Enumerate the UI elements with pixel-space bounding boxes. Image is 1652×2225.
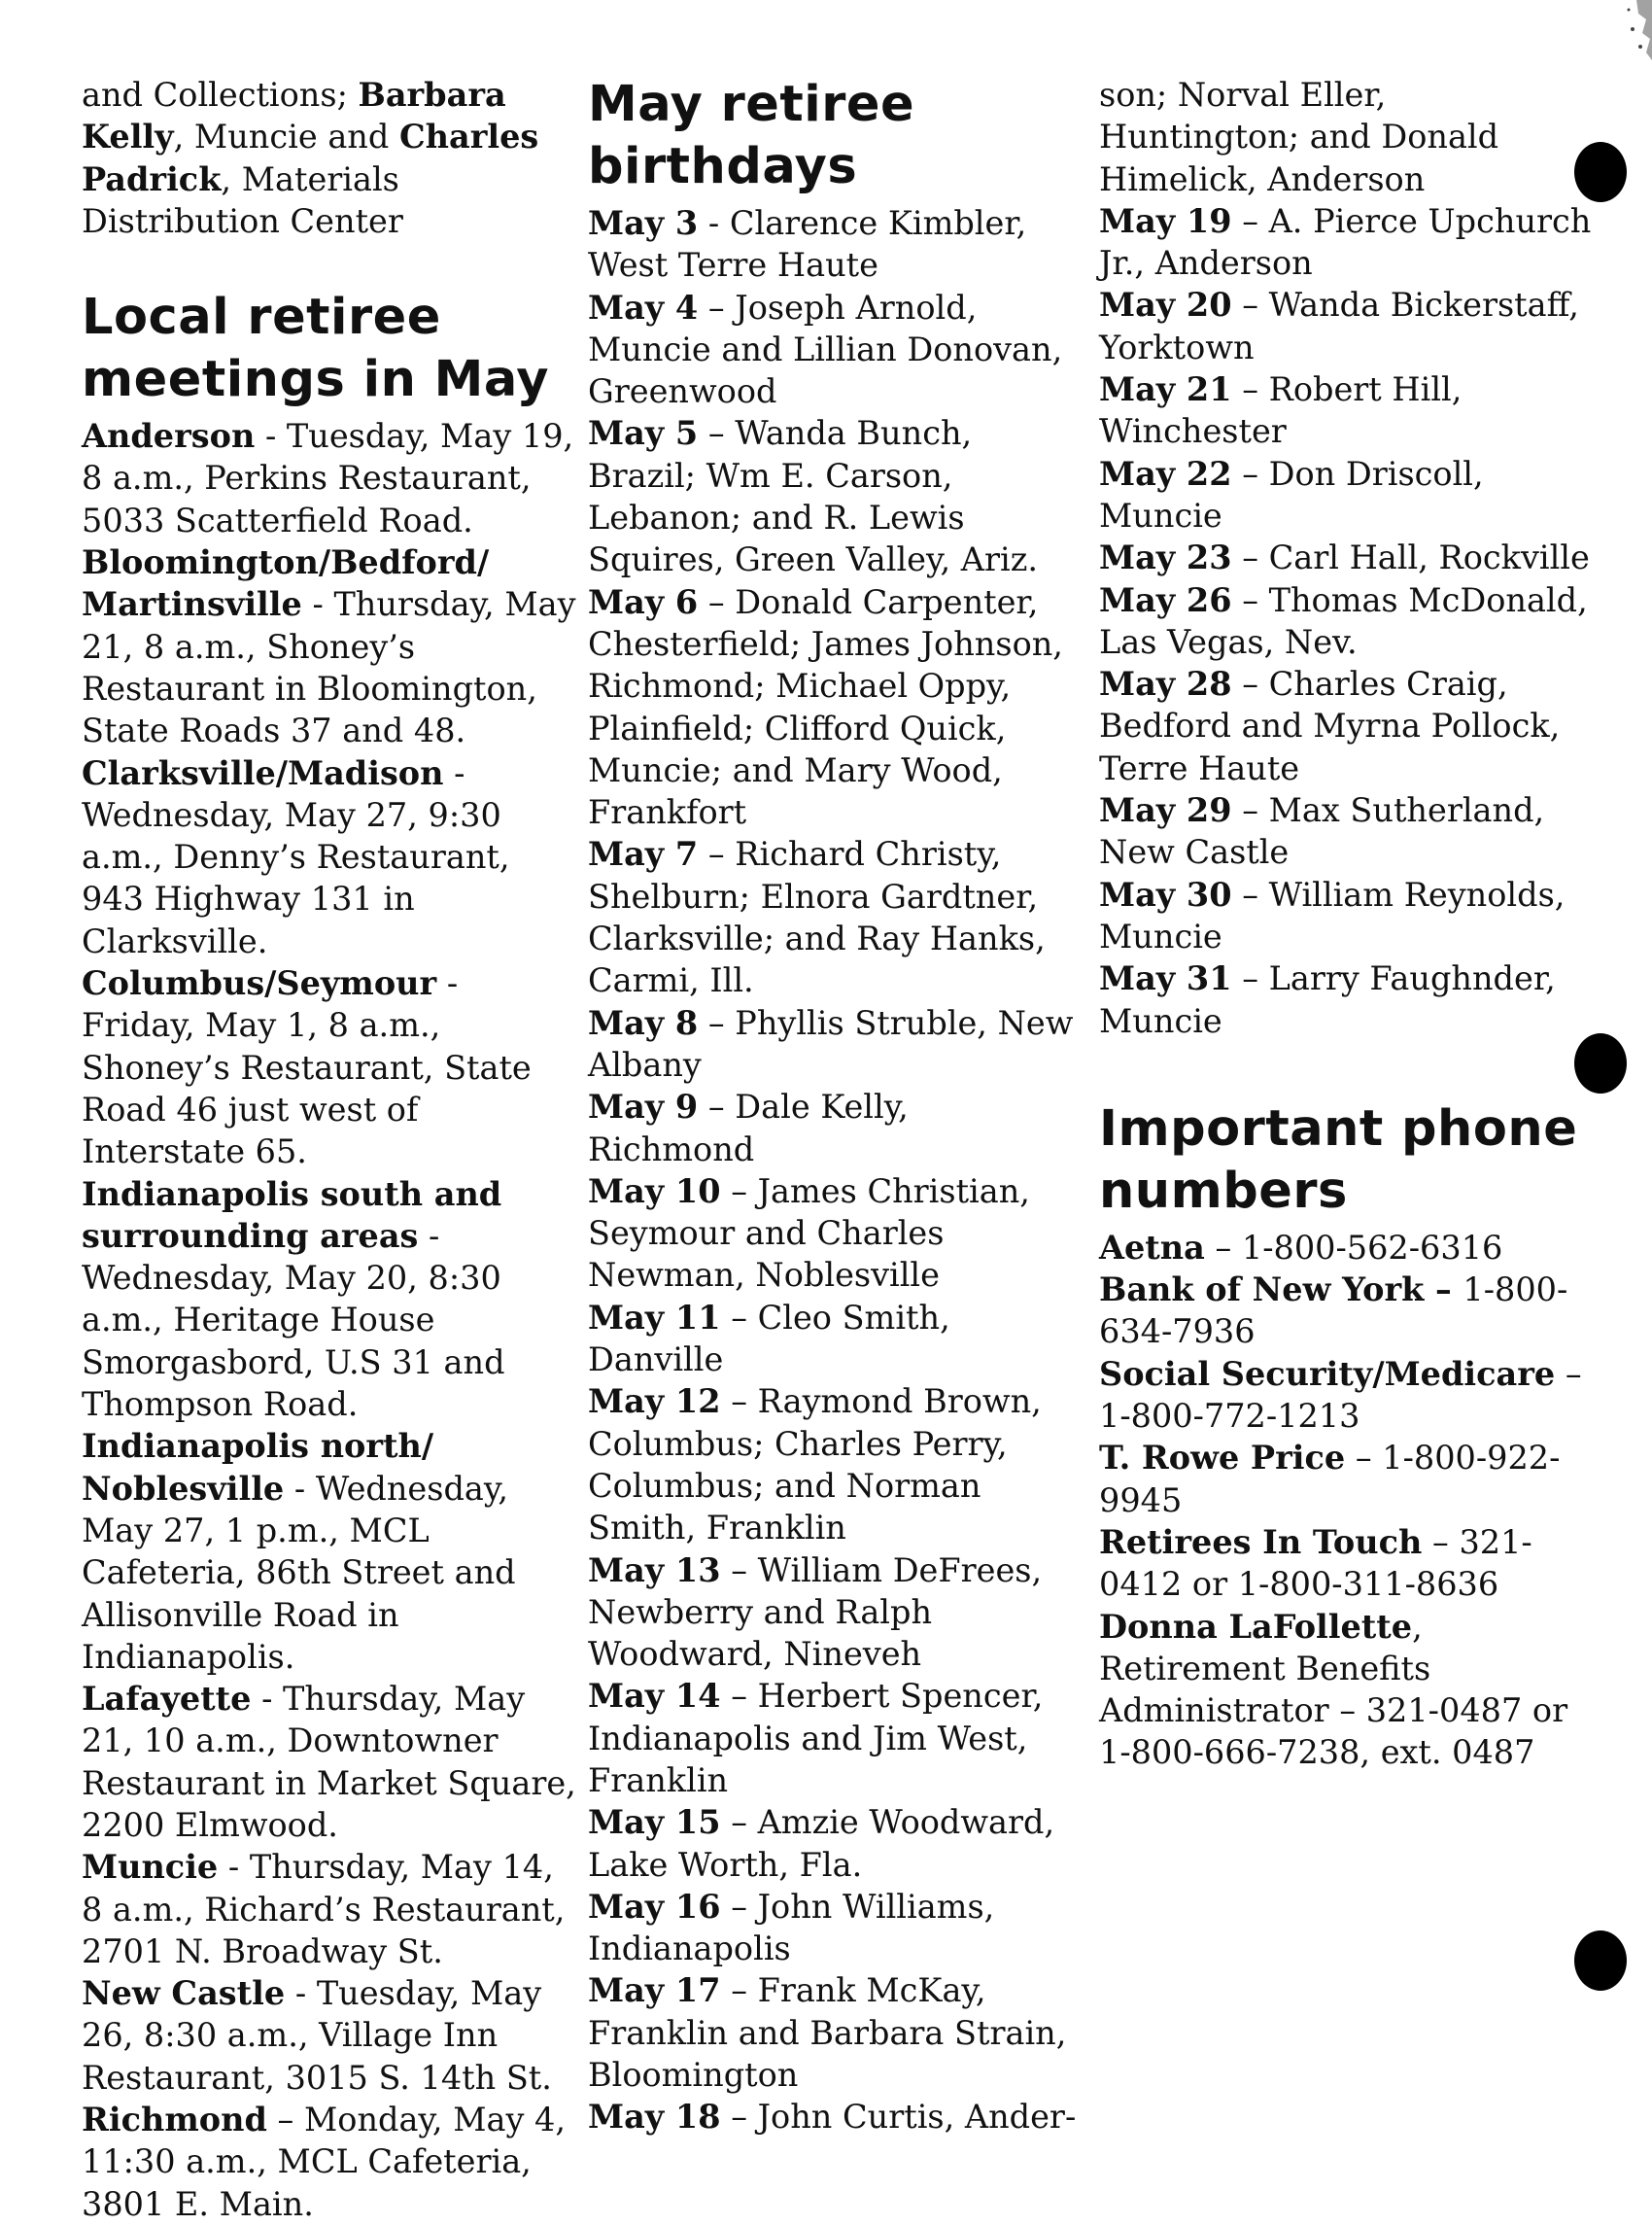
birthday-entry-separator: –	[698, 288, 736, 327]
column-birthdays-continued	[1099, 74, 1595, 1774]
meeting-entry-label: Clarksville/Madison	[82, 753, 444, 792]
birthday-entry	[1099, 284, 1595, 368]
meeting-entry	[82, 962, 577, 1172]
birthday-entry	[588, 1002, 1084, 1087]
meeting-entry-label: Bloomington/Bedford/ Martinsville	[82, 543, 490, 624]
birthday-entry-label: May 12	[588, 1382, 721, 1421]
birthday-entry	[1099, 789, 1595, 874]
birthday-entry	[1099, 957, 1595, 1042]
birthday-entry-separator: –	[720, 1298, 758, 1337]
meeting-entry-label: Muncie	[82, 1848, 219, 1887]
column-birthdays	[588, 74, 1084, 2138]
binder-hole-icon	[1574, 1930, 1627, 1991]
phone-entry-label: Bank of New York –	[1099, 1270, 1463, 1309]
birthday-entry-separator: –	[1231, 201, 1269, 240]
birthday-entry	[588, 412, 1084, 580]
birthday-entry	[588, 202, 1084, 287]
phone-heading: Important phone numbers	[1099, 1099, 1578, 1220]
meeting-entry-separator: -	[436, 964, 459, 1003]
meeting-entry-label: Richmond	[82, 2101, 267, 2139]
birthday-entry-text: Phyllis Struble, New Albany	[588, 1003, 1074, 1084]
meeting-entry	[82, 1678, 577, 1846]
meeting-entry-text: Wednesday, May 27, 1 p.m., MCL Cafeteria, 86th Street and Allisonville Road in Indianapolis.	[82, 1469, 516, 1676]
birthday-entry-separator: –	[1231, 665, 1269, 704]
birthday-continued: son; Norval Eller, Huntington; and Donald Himelick, Anderson	[1099, 76, 1499, 198]
meeting-entry	[82, 1173, 577, 1426]
meeting-entry	[82, 415, 577, 541]
meeting-entry	[82, 752, 577, 962]
binder-hole-icon	[1574, 1033, 1627, 1094]
birthday-entry-text: Frank McKay, Franklin and Barbara Strain, Bloomington	[588, 1971, 1067, 2095]
meeting-entry-label: Lafayette	[82, 1680, 252, 1719]
birthday-entry	[588, 2096, 1084, 2138]
phone-entry	[1099, 1227, 1595, 1269]
corner-speckle-icon	[1607, 0, 1652, 60]
meeting-entry-label: Anderson	[82, 417, 256, 456]
phone-entry-separator: ,	[1412, 1607, 1423, 1646]
birthday-entry-text: Donald Carpenter, Chesterfield; James Johnson, Richmond; Michael Oppy, Plainfield; Clifford Quick, Muncie; and Mary Wood, Frankfort	[588, 582, 1063, 832]
birthday-entry-label: May 8	[588, 1003, 699, 1042]
phone-entry-text: Retirement Benefits Administrator – 321-0487 or 1-800-666-7238, ext. 0487	[1099, 1649, 1568, 1772]
column-meetings	[82, 74, 577, 2225]
phone-entry-text: 1-800-634-7936	[1099, 1270, 1568, 1351]
meeting-entry-separator: -	[251, 1680, 284, 1719]
meeting-entry-separator: -	[284, 1469, 316, 1508]
phone-entry-label: Donna LaFollette	[1099, 1607, 1413, 1646]
birthday-entry-separator: –	[1231, 286, 1269, 325]
birthday-entry-label: May 4	[588, 288, 699, 327]
birthday-entry-separator: –	[1231, 539, 1269, 577]
birthday-entry-separator: –	[720, 1171, 758, 1210]
birthday-entry-text: Joseph Arnold, Muncie and Lillian Donovan, Greenwood	[588, 288, 1063, 411]
meeting-entry-separator: -	[218, 1848, 250, 1887]
birthday-entry	[1099, 537, 1595, 578]
birthday-entry-label: May 20	[1099, 286, 1232, 325]
birthday-entry-label: May 7	[588, 835, 699, 874]
meeting-entry-label: Indianapolis south and surrounding areas	[82, 1174, 502, 1255]
meeting-entry-text: Tuesday, May 26, 8:30 a.m., Village Inn Restaurant, 3015 S. 14th St.	[82, 1974, 552, 2097]
meeting-entry-text: Monday, May 4, 11:30 a.m., MCL Cafeteria, 3801 E. Main.	[82, 2101, 567, 2223]
birthday-entry-label: May 28	[1099, 665, 1232, 704]
birthday-entry	[588, 1380, 1084, 1548]
continued-text: , Materials Distribution Center	[82, 159, 403, 240]
birthday-entry-label: May 5	[588, 414, 699, 453]
birthday-entry-separator: –	[1231, 454, 1269, 493]
birthdays-list	[588, 202, 1084, 2138]
birthday-entry-separator: –	[1231, 370, 1269, 409]
birthday-entry-text: Cleo Smith, Danville	[588, 1298, 950, 1379]
birthday-entry-label: May 22	[1099, 454, 1232, 493]
birthday-entry-text: Charles Craig, Bedford and Myrna Pollock, Terre Haute	[1099, 665, 1561, 787]
phone-entry-text: 321-0412 or 1-800-311-8636	[1099, 1522, 1532, 1604]
birthday-entry-text: Dale Kelly, Richmond	[588, 1088, 909, 1168]
person-name: Charles Padrick	[82, 118, 539, 198]
birthday-entry	[588, 1801, 1084, 1886]
birthday-entry	[1099, 453, 1595, 538]
birthday-entry-label: May 29	[1099, 791, 1232, 830]
birthday-entry	[588, 1086, 1084, 1170]
birthday-entry-label: May 13	[588, 1550, 721, 1589]
person-name: Barbara Kelly	[82, 76, 506, 156]
birthday-entry-label: May 18	[588, 2098, 721, 2137]
binder-hole-icon	[1574, 142, 1627, 202]
birthday-entry-text: William Reynolds, Muncie	[1099, 875, 1566, 956]
birthday-entry-separator: –	[720, 1677, 758, 1716]
birthday-entry-label: May 21	[1099, 370, 1232, 409]
birthday-entry	[1099, 368, 1595, 453]
phone-entry	[1099, 1353, 1595, 1438]
birthday-entry-text: Raymond Brown, Columbus; Charles Perry, Columbus; and Norman Smith, Franklin	[588, 1382, 1042, 1547]
meeting-entry	[82, 1846, 577, 1972]
meeting-entry-text: Wednesday, May 20, 8:30 a.m., Heritage House Smorgasbord, U.S 31 and Thompson Road.	[82, 1259, 505, 1424]
meeting-entry-text: Thursday, May 14, 8 a.m., Richard’s Restaurant, 2701 N. Broadway St.	[82, 1848, 566, 1970]
phone-entry	[1099, 1606, 1595, 1774]
birthday-entry-text: Herbert Spencer, Indianapolis and Jim West, Franklin	[588, 1677, 1044, 1799]
birthday-entry	[588, 1297, 1084, 1381]
phone-entry-text: 1-800-772-1213	[1099, 1397, 1360, 1436]
meeting-entry-label: New Castle	[82, 1974, 286, 2013]
meetings-heading: Local retiree meetings in May	[82, 289, 549, 409]
birthday-entry-text: Don Driscoll, Muncie	[1099, 454, 1484, 535]
birthday-entry-text: Wanda Bunch, Brazil; Wm E. Carson, Lebanon; and R. Lewis Squires, Green Valley, Ariz.	[588, 414, 1038, 579]
birthday-entry-text: Robert Hill, Winchester	[1099, 370, 1463, 451]
birthday-entry-separator: –	[720, 1971, 758, 2010]
birthday-entry-separator: –	[720, 1382, 758, 1421]
birthday-entry-label: May 30	[1099, 875, 1232, 914]
birthday-entry-text: William DeFrees, Newberry and Ralph Woodward, Nineveh	[588, 1550, 1043, 1674]
meeting-entry-text: Wednesday, May 27, 9:30 a.m., Denny’s Restaurant, 943 Highway 131 in Clarksville.	[82, 795, 510, 960]
birthday-entry-separator: –	[720, 1550, 758, 1589]
phone-entry-separator: –	[1555, 1354, 1582, 1393]
birthday-entry-label: May 14	[588, 1677, 721, 1716]
birthday-entry-separator: –	[720, 1887, 758, 1926]
phone-entry-separator: –	[1422, 1522, 1460, 1561]
phone-entry	[1099, 1269, 1595, 1353]
birthday-entry-text: Amzie Woodward, Lake Worth, Fla.	[588, 1803, 1055, 1884]
meeting-entry-separator: -	[285, 1974, 317, 2013]
meeting-entry-text: Friday, May 1, 8 a.m., Shoney’s Restaurant, State Road 46 just west of Interstate 65.	[82, 1006, 532, 1171]
birthday-entry-label: May 9	[588, 1088, 699, 1127]
meeting-entry-separator: -	[301, 585, 334, 624]
birthday-entry-separator: –	[698, 582, 736, 621]
continued-text: , Muncie and	[173, 118, 399, 156]
birthday-entry-text: John Williams, Indianapolis	[588, 1887, 995, 1968]
birthday-entry-label: May 31	[1099, 959, 1232, 998]
meeting-entry	[82, 1425, 577, 1678]
meeting-entry-separator: -	[255, 417, 287, 456]
birthdays-list-continued	[1099, 200, 1595, 1042]
meeting-entry-separator: –	[266, 2101, 304, 2139]
phone-entry-separator: –	[1345, 1439, 1383, 1478]
birthday-entry-label: May 10	[588, 1171, 721, 1210]
birthday-entry-separator: –	[1231, 875, 1269, 914]
meeting-entry-label: Indianapolis north/ Noblesville	[82, 1427, 434, 1508]
phone-entry-label: Aetna	[1099, 1228, 1205, 1267]
birthday-entry	[588, 1549, 1084, 1676]
meeting-entry-label: Columbus/Seymour	[82, 964, 437, 1003]
birthday-entry-text: Richard Christy, Shelburn; Elnora Gardtner, Clarksville; and Ray Hanks, Carmi, Ill.	[588, 835, 1046, 1000]
birthday-entry-label: May 26	[1099, 580, 1232, 619]
phone-entry-label: Retirees In Touch	[1099, 1522, 1423, 1561]
meeting-entry-text: Thursday, May 21, 8 a.m., Shoney’s Restaurant in Bloomington, State Roads 37 and 48.	[82, 585, 576, 750]
birthday-entry-separator: –	[698, 1003, 736, 1042]
birthday-entry-label: May 16	[588, 1887, 721, 1926]
birthday-entry	[588, 1969, 1084, 2096]
birthday-entry-separator: –	[720, 2098, 758, 2137]
birthday-entry	[1099, 663, 1595, 789]
phone-entry-separator: –	[1204, 1228, 1242, 1267]
birthday-entry-separator: –	[720, 1803, 758, 1842]
birthday-entry-label: May 19	[1099, 201, 1232, 240]
birthday-entry-text: Clarence Kimbler, West Terre Haute	[588, 204, 1027, 285]
phone-entry-text: 1-800-562-6316	[1241, 1228, 1503, 1267]
meeting-entry-text: Thursday, May 21, 10 a.m., Downtowner Restaurant in Market Square, 2200 Elmwood.	[82, 1680, 576, 1844]
birthday-entry-label: May 11	[588, 1298, 721, 1337]
birthday-entry-text: Thomas McDonald, Las Vegas, Nev.	[1099, 580, 1588, 661]
birthday-entry-label: May 6	[588, 582, 699, 621]
birthday-entry-separator: –	[698, 414, 736, 453]
birthday-entry-text: James Christian, Seymour and Charles Newman, Noblesville	[588, 1171, 1030, 1295]
birthday-entry	[588, 1170, 1084, 1297]
birthday-entry	[588, 1675, 1084, 1801]
birthday-entry-label: May 17	[588, 1971, 721, 2010]
birthday-entry-text: Max Sutherland, New Castle	[1099, 791, 1545, 872]
continued-text: and Collections;	[82, 76, 359, 114]
birthday-entry-separator: –	[1231, 959, 1269, 998]
birthday-entry-separator: –	[698, 1088, 736, 1127]
meeting-entry	[82, 1972, 577, 2099]
birthday-entry-text: Carl Hall, Rockville	[1268, 539, 1590, 577]
birthday-entry-label: May 3	[588, 204, 699, 242]
phone-entry-text: 1-800-922-9945	[1099, 1439, 1561, 1519]
birthday-entry	[1099, 579, 1595, 664]
birthday-entry-label: May 15	[588, 1803, 721, 1842]
birthday-entry-separator: –	[698, 835, 736, 874]
birthday-entry	[1099, 874, 1595, 958]
birthday-entry	[1099, 200, 1595, 285]
phone-entry-label: T. Rowe Price	[1099, 1439, 1346, 1478]
birthday-entry	[588, 581, 1084, 834]
birthday-entry-text: A. Pierce Upchurch Jr., Anderson	[1099, 201, 1592, 283]
meeting-entry	[82, 541, 577, 751]
meeting-entry-separator: -	[443, 753, 465, 792]
birthday-entry-label: May 23	[1099, 539, 1232, 577]
phone-entry	[1099, 1521, 1595, 1606]
birthday-entry-separator: -	[698, 204, 730, 242]
phone-list	[1099, 1227, 1595, 1774]
birthday-entry-separator: –	[1231, 580, 1269, 619]
continued-paragraph	[82, 74, 577, 242]
meetings-list	[82, 415, 577, 2225]
phone-entry-label: Social Security/Medicare	[1099, 1354, 1556, 1393]
birthday-entry	[588, 287, 1084, 413]
meeting-entry	[82, 2099, 577, 2225]
birthday-entry	[588, 1886, 1084, 1970]
birthday-entry-text: John Curtis, Ander-	[757, 2098, 1077, 2137]
meeting-entry-separator: -	[418, 1216, 440, 1255]
birthday-entry-text: Larry Faughnder, Muncie	[1099, 959, 1556, 1040]
birthday-entry-text: Wanda Bickerstaff, Yorktown	[1099, 286, 1579, 366]
birthdays-heading: May retiree birthdays	[588, 76, 915, 195]
phone-entry	[1099, 1437, 1595, 1521]
birthday-entry	[588, 833, 1084, 1001]
birthday-entry-separator: –	[1231, 791, 1269, 830]
meeting-entry-text: Tuesday, May 19, 8 a.m., Perkins Restaurant, 5033 Scatterfield Road.	[82, 417, 574, 539]
